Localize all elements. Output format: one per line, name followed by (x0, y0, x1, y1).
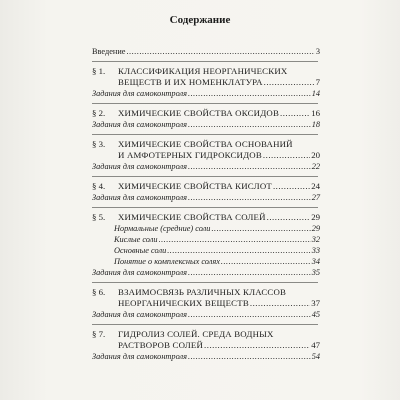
self-check-label: Задания для самоконтроля (92, 193, 187, 202)
leader-dots (126, 46, 314, 57)
self-check-label: Задания для самоконтроля (92, 89, 187, 98)
subsection-page: 33 (311, 246, 320, 255)
section-number: § 4. (92, 181, 106, 191)
leader-dots (188, 192, 311, 203)
section-page: 47 (311, 340, 320, 350)
section-title-line: И АМФОТЕРНЫХ ГИДРОКСИДОВ (118, 150, 262, 160)
section-number: § 7. (92, 329, 106, 339)
section-page: 7 (315, 77, 320, 87)
leader-dots (188, 161, 311, 172)
self-check-page: 14 (311, 89, 320, 98)
self-check-page: 45 (311, 310, 320, 319)
toc-section[interactable] (92, 287, 320, 309)
section-title-line: ВЗАИМОСВЯЗЬ РАЗЛИЧНЫХ КЛАССОВ (118, 287, 287, 297)
section-title-line: ГИДРОЛИЗ СОЛЕЙ. СРЕДА ВОДНЫХ (118, 329, 274, 339)
section-title-line: ХИМИЧЕСКИЕ СВОЙСТВА ОКСИДОВ (118, 108, 280, 118)
toc-self-check[interactable] (92, 119, 320, 130)
subsection-label: Основные соли (114, 246, 167, 255)
self-check-page: 22 (311, 162, 320, 171)
toc-section[interactable] (92, 139, 320, 161)
toc-intro-page: 3 (315, 47, 320, 56)
section-divider (92, 176, 318, 177)
toc-section[interactable] (92, 66, 320, 88)
toc-self-check[interactable] (92, 88, 320, 99)
section-page: 16 (311, 108, 320, 118)
section-title-line: РАСТВОРОВ СОЛЕЙ (118, 340, 204, 350)
toc-intro[interactable] (92, 46, 320, 57)
toc-section[interactable] (92, 329, 320, 351)
leader-dots (250, 298, 310, 309)
toc-intro-label: Введение (92, 47, 126, 56)
section-title-line: ХИМИЧЕСКИЕ СВОЙСТВА ОСНОВАНИЙ (118, 139, 293, 149)
section-title-line: КЛАССИФИКАЦИЯ НЕОРГАНИЧЕСКИХ (118, 66, 288, 76)
toc-self-check[interactable] (92, 267, 320, 278)
leader-dots (280, 108, 310, 119)
self-check-label: Задания для самоконтроля (92, 268, 187, 277)
subsection-page: 34 (311, 257, 320, 266)
leader-dots (263, 150, 310, 161)
toc-self-check[interactable] (92, 192, 320, 203)
section-divider (92, 61, 318, 62)
section-number: § 3. (92, 139, 106, 149)
subsection-label: Нормальные (средние) соли (114, 224, 211, 233)
leader-dots (211, 223, 310, 234)
table-of-contents (92, 46, 320, 362)
toc-section[interactable] (92, 181, 320, 192)
self-check-label: Задания для самоконтроля (92, 310, 187, 319)
section-divider (92, 324, 318, 325)
leader-dots (204, 340, 310, 351)
leader-dots (267, 212, 311, 223)
subsection-page: 29 (311, 224, 320, 233)
section-number: § 1. (92, 66, 106, 76)
leader-dots (188, 309, 311, 320)
toc-section[interactable] (92, 212, 320, 223)
subsection-label: Понятие о комплексных солях (114, 257, 220, 266)
self-check-label: Задания для самоконтроля (92, 352, 187, 361)
section-number: § 2. (92, 108, 106, 118)
toc-subsection[interactable] (92, 234, 320, 245)
leader-dots (273, 181, 310, 192)
self-check-label: Задания для самоконтроля (92, 120, 187, 129)
toc-section[interactable] (92, 108, 320, 119)
subsection-page: 32 (311, 235, 320, 244)
section-page: 29 (311, 212, 320, 222)
section-title-line: ХИМИЧЕСКИЕ СВОЙСТВА СОЛЕЙ (118, 212, 266, 222)
section-page: 37 (311, 298, 320, 308)
self-check-page: 18 (311, 120, 320, 129)
toc-self-check[interactable] (92, 161, 320, 172)
self-check-page: 27 (311, 193, 320, 202)
section-divider (92, 282, 318, 283)
toc-subsection[interactable] (92, 256, 320, 267)
self-check-label: Задания для самоконтроля (92, 162, 187, 171)
section-title-line: НЕОРГАНИЧЕСКИХ ВЕЩЕСТВ (118, 298, 249, 308)
leader-dots (221, 256, 311, 267)
leader-dots (188, 88, 311, 99)
section-divider (92, 103, 318, 104)
leader-dots (188, 267, 311, 278)
self-check-page: 35 (311, 268, 320, 277)
toc-self-check[interactable] (92, 351, 320, 362)
leader-dots (188, 119, 311, 130)
self-check-page: 54 (311, 352, 320, 361)
section-divider (92, 207, 318, 208)
page-title: Содержание (169, 14, 231, 26)
toc-self-check[interactable] (92, 309, 320, 320)
toc-subsection[interactable] (92, 245, 320, 256)
leader-dots (264, 77, 315, 88)
leader-dots (188, 351, 311, 362)
section-page: 20 (311, 150, 320, 160)
section-number: § 6. (92, 287, 106, 297)
section-divider (92, 134, 318, 135)
section-number: § 5. (92, 212, 106, 222)
leader-dots (159, 234, 311, 245)
subsection-label: Кислые соли (114, 235, 158, 244)
section-title-line: ХИМИЧЕСКИЕ СВОЙСТВА КИСЛОТ (118, 181, 272, 191)
section-page: 24 (311, 181, 320, 191)
toc-subsection[interactable] (92, 223, 320, 234)
leader-dots (167, 245, 310, 256)
section-title-line: ВЕЩЕСТВ И ИХ НОМЕНКЛАТУРА (118, 77, 263, 87)
